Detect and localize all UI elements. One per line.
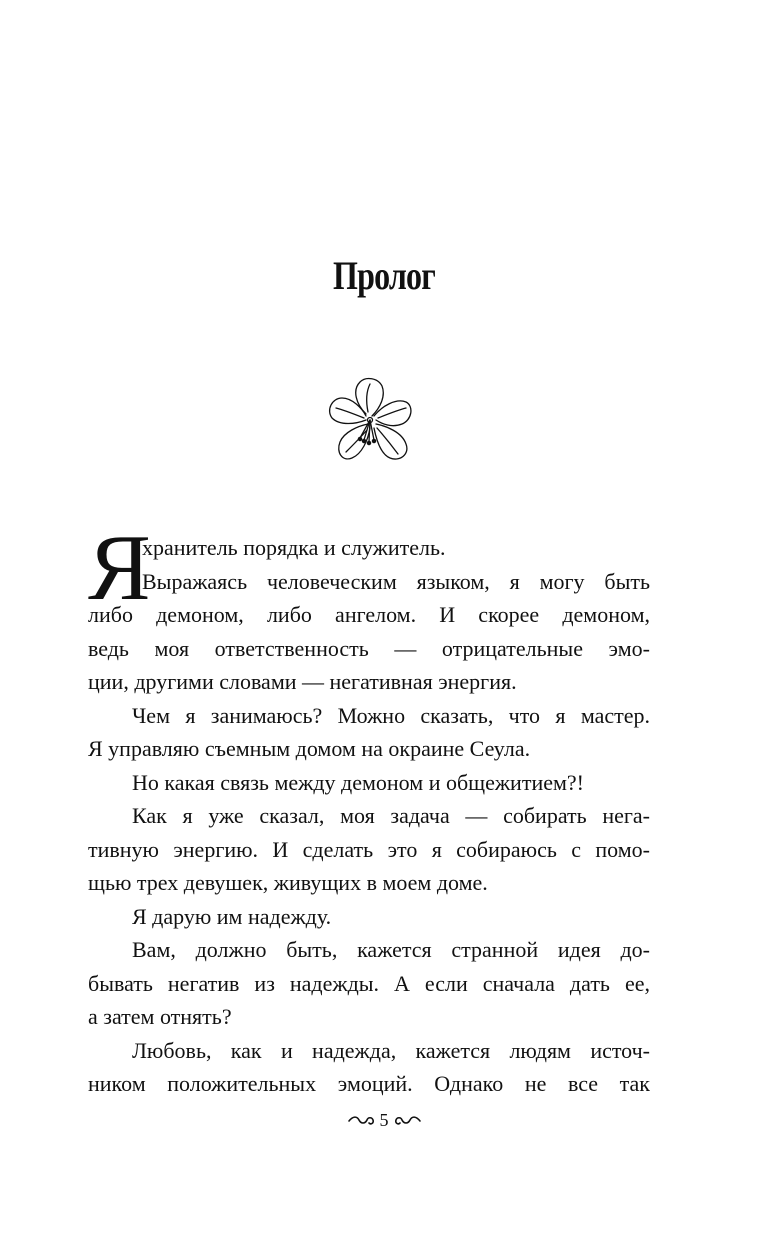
page-number: 5 <box>379 1110 389 1131</box>
text-line: ции, другими словами — негативная энергия. <box>88 669 517 694</box>
text-line: хранитель порядка и служитель. <box>142 535 446 560</box>
text-line: либо демоном, либо ангелом. И скорее демоном, <box>88 602 650 627</box>
text-line: ником положительных эмоций. Однако не все так <box>88 1071 650 1096</box>
text-line: Любовь, как и надежда, кажется людям источ- <box>132 1037 650 1063</box>
text-line: тивную энергию. И сделать это я собираюсь с помо- <box>88 836 650 862</box>
text-line: Вам, должно быть, кажется странной идея до- <box>132 937 650 962</box>
text-line: а затем отнять? <box>88 1004 232 1029</box>
text-line: Выражаясь человеческим языком, я могу быть <box>142 568 650 594</box>
first-paragraph-lines <box>142 531 650 598</box>
text-line: ведь моя ответственность — отрицательные эмо- <box>88 635 650 661</box>
text-line: Но какая связь между демоном и общежитием?! <box>132 769 584 795</box>
text-line: Я управляю съемным домом на окраине Сеула. <box>88 736 531 761</box>
text-line: Как я уже сказал, моя задача — собирать нега- <box>132 803 650 828</box>
text-line: Я дарую им надежду. <box>132 903 332 929</box>
text-line: бывать негатив из надежды. А если сначала дать ее, <box>88 970 650 996</box>
text-line: Чем я занимаюсь? Можно сказать, что я мастер. <box>132 702 650 728</box>
text-line: щью трех девушек, живущих в моем доме. <box>88 870 488 895</box>
flower-icon <box>322 374 418 466</box>
chapter-title: Пролог <box>333 253 435 298</box>
body-text <box>88 598 650 1101</box>
swirl-left-icon <box>347 1114 377 1128</box>
drop-cap: Я <box>88 516 151 620</box>
page-footer <box>0 1109 768 1131</box>
swirl-right-icon <box>392 1114 422 1128</box>
